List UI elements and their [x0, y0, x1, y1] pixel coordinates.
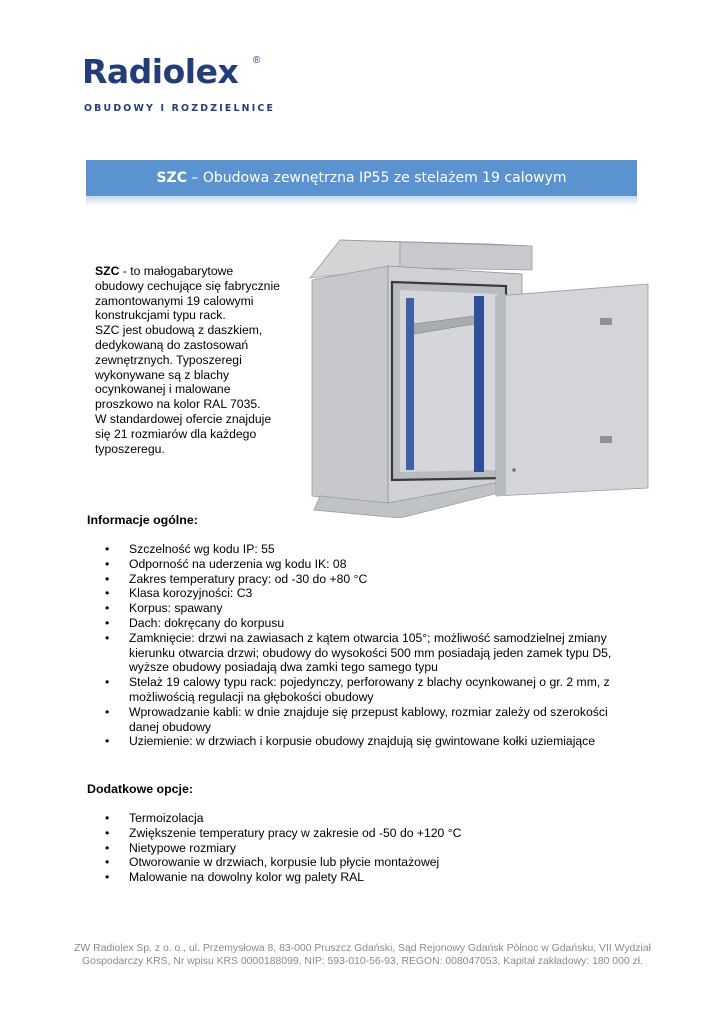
list-item: • Zamknięcie: drzwi na zawiasach z kątem otwarcia 105°; możliwość samodzielnej zmiany kierunku otwarcia drzwi; obudowy do wysokości 500 mm posiadają jeden zamek typu D5, wyższe obudowy posiadają dwa zamki tego samego typu: [87, 631, 627, 675]
logo-brand: Radiolex: [82, 52, 239, 91]
general-info-list: [87, 542, 627, 749]
footer-line-2: Gospodarczy KRS, Nr wpisu KRS 0000188099, NIP: 593-010-56-93, REGON: 008047053, Kapitał zakładowy: 180 000 zł.: [82, 956, 643, 967]
intro-lead-text: - to małogabarytowe obudowy cechujące się fabrycznie zamontowanymi 19 calowymi konstrukcjami typu rack.: [95, 264, 280, 323]
list-item: • Odporność na uderzenia wg kodu IK: 08: [87, 557, 627, 572]
product-title: – Obudowa zewnętrzna IP55 ze stelażem 19 calowym: [186, 170, 567, 186]
list-item: • Klasa korozyjności: C3: [87, 586, 627, 601]
product-image-enclosure: [300, 238, 650, 518]
list-item: • Dach: dokręcany do korpusu: [87, 616, 627, 631]
rack-rail-right: [474, 296, 484, 472]
company-footer: [60, 942, 665, 968]
list-item: • Zakres temperatury pracy: od -30 do +80 °C: [87, 572, 627, 587]
company-logo: [82, 52, 282, 122]
logo-tagline: OBUDOWY I ROZDZIELNICE: [84, 103, 276, 114]
section-heading-general: Informacje ogólne:: [87, 513, 198, 527]
enclosure-door: [496, 284, 648, 496]
intro-lead-bold: SZC: [95, 264, 120, 278]
section-heading-extra: Dodatkowe opcje:: [87, 782, 194, 796]
hinge-top: [600, 318, 612, 325]
extra-options-list: [87, 811, 627, 885]
list-item: • Malowanie na dowolny kolor wg palety RAL: [87, 870, 627, 885]
list-item: • Termoizolacja: [87, 811, 627, 826]
registered-mark: ®: [253, 55, 261, 66]
intro-paragraph-1: [95, 264, 285, 323]
hinge-bottom: [600, 436, 612, 443]
list-item: • Nietypowe rozmiary: [87, 841, 627, 856]
intro-description: [95, 264, 285, 456]
list-item: • Stelaż 19 calowy typu rack: pojedynczy, perforowany z blachy ocynkowanej o gr. 2 mm, z możliwością regulacji na głębokości obudowy: [87, 675, 627, 705]
list-item: • Uziemienie: w drzwiach i korpusie obudowy znajdują się gwintowane kołki uziemiające: [87, 734, 627, 749]
intro-paragraph-3: W standardowej ofercie znajduje się 21 rozmiarów dla każdego typoszeregu.: [95, 411, 272, 456]
product-code: SZC: [156, 170, 187, 186]
list-item: • Korpus: spawany: [87, 601, 627, 616]
title-banner: [86, 160, 637, 196]
list-item: • Zwiększenie temperatury pracy w zakresie od -50 do +120 °C: [87, 826, 627, 841]
intro-paragraph-2: SZC jest obudową z daszkiem, dedykowaną do zastosowań zewnętrznych. Typoszeregi wykonywane są z blachy ocynkowanej i malowane proszkowo na kolor RAL 7035.: [95, 323, 263, 412]
list-item: • Otworowanie w drzwiach, korpusie lub płycie montażowej: [87, 855, 627, 870]
banner-shadow: [86, 196, 637, 206]
list-item: • Wprowadzanie kabli: w dnie znajduje się przepust kablowy, rozmiar zależy od szerokości danej obudowy: [87, 705, 627, 735]
list-item: • Szczelność wg kodu IP: 55: [87, 542, 627, 557]
footer-line-1: ZW Radiolex Sp. z o. o., ul. Przemysłowa 8, 83-000 Pruszcz Gdański, Sąd Rejonowy Gdańsk Północ w Gdańsku, VII Wydział: [74, 943, 651, 954]
rack-rail-left: [406, 298, 414, 470]
